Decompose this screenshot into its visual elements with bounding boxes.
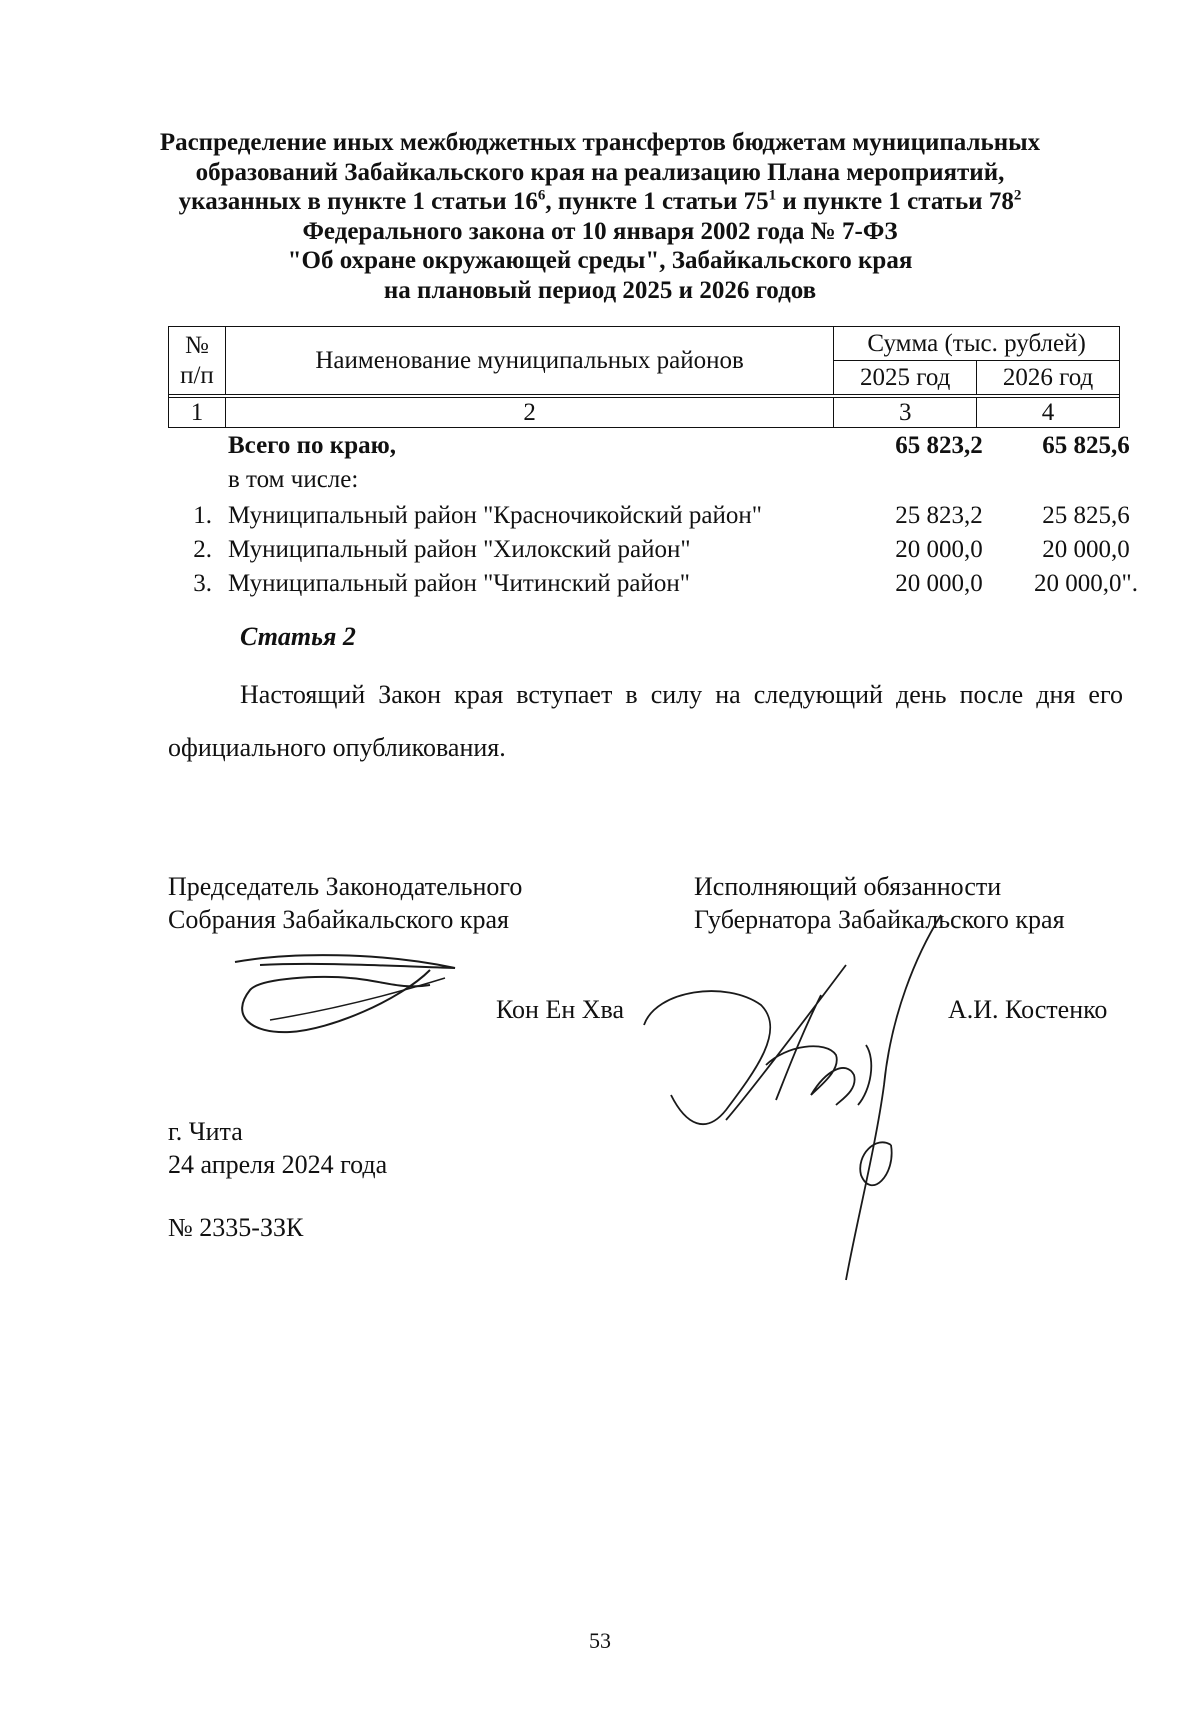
- right-signatory-name: А.И. Костенко: [948, 995, 1108, 1024]
- including-label: в том числе:: [228, 466, 359, 493]
- index-cell: 4: [977, 398, 1120, 428]
- superscript: 6: [537, 187, 546, 204]
- document-number: № 2335-ЗЗК: [168, 1213, 304, 1242]
- document-title: [150, 128, 1050, 305]
- left-title-line-2: Собрания Забайкальского края: [168, 905, 509, 934]
- title-line-4: Федерального закона от 10 января 2002 года № 7-ФЗ: [302, 217, 898, 245]
- row-name: Муниципальный район "Читинский район": [228, 570, 690, 597]
- superscript: 1: [768, 187, 777, 204]
- right-title-line-1: Исполняющий обязанности: [694, 872, 1002, 901]
- title-line-3-part: , пункте 1 статьи 75: [545, 188, 769, 215]
- title-line-1: Распределение иных межбюджетных трансфертов бюджетам муниципальных: [159, 129, 1041, 156]
- article-heading: Статья 2: [240, 622, 356, 651]
- left-signatory-name: Кон Ен Хва: [496, 995, 625, 1024]
- header-2026-cell: 2026 год: [977, 361, 1120, 395]
- date: 24 апреля 2024 года: [168, 1150, 388, 1179]
- row-name: Муниципальный район "Красночикойский район": [228, 502, 762, 529]
- title-line-5: "Об охране окружающей среды", Забайкальского края: [287, 247, 913, 274]
- table-row: [168, 570, 1138, 604]
- left-signatory-title: [168, 870, 522, 936]
- city: г. Чита: [168, 1117, 243, 1146]
- title-line-6: на плановый период 2025 и 2026 годов: [383, 276, 817, 304]
- index-cell: 3: [834, 398, 977, 428]
- row-2025: 20 000,0: [895, 536, 983, 563]
- row-2026: 20 000,0".: [1034, 570, 1138, 597]
- header-num-cell: [169, 327, 226, 395]
- row-2026: 25 825,6: [1042, 502, 1130, 529]
- table-header: [168, 326, 1120, 428]
- right-title-line-2: Губернатора Забайкальского края: [694, 905, 1065, 934]
- title-line-2: образований Забайкальского края на реализацию Плана мероприятий,: [195, 158, 1005, 186]
- row-2025: 20 000,0: [895, 570, 983, 597]
- row-2025: 25 823,2: [895, 502, 983, 529]
- title-line-3-part: и пункте 1 статьи 78: [776, 188, 1014, 215]
- row-number: 3.: [193, 570, 212, 597]
- title-line-3: [150, 187, 1050, 217]
- place-and-date: [168, 1115, 387, 1181]
- index-cell: 2: [225, 398, 833, 428]
- header-sum-cell: Сумма (тыс. рублей): [834, 327, 1120, 361]
- left-title-line-1: Председатель Законодательного: [168, 872, 523, 901]
- header-name-cell: Наименование муниципальных районов: [225, 327, 833, 395]
- total-2025: 65 823,2: [895, 432, 983, 459]
- row-2026: 20 000,0: [1042, 536, 1130, 563]
- right-signature: [636, 895, 966, 1295]
- page-number: 53: [589, 1628, 611, 1653]
- row-name: Муниципальный район "Хилокский район": [228, 536, 691, 563]
- total-row: [168, 432, 1130, 466]
- total-2026: 65 825,6: [1042, 432, 1130, 459]
- superscript: 2: [1013, 187, 1022, 204]
- index-cell: 1: [169, 398, 226, 428]
- title-line-3-part: указанных в пункте 1 статьи 16: [178, 188, 538, 215]
- row-number: 1.: [193, 502, 212, 529]
- article-text: Настоящий Закон края вступает в силу на следующий день после дня его официального опубликования.: [168, 680, 1123, 762]
- header-2025-cell: 2025 год: [834, 361, 977, 395]
- table-body: [168, 432, 1138, 604]
- table-row: [168, 536, 1130, 570]
- left-signature: [230, 940, 460, 1040]
- table-row: [168, 502, 1130, 536]
- row-number: 2.: [193, 536, 212, 563]
- including-row: [168, 466, 1120, 502]
- total-label: Всего по краю,: [228, 432, 396, 459]
- index-row: [169, 398, 1120, 428]
- header-num-line-2: п/п: [180, 361, 214, 389]
- header-num-line-1: №: [185, 331, 209, 359]
